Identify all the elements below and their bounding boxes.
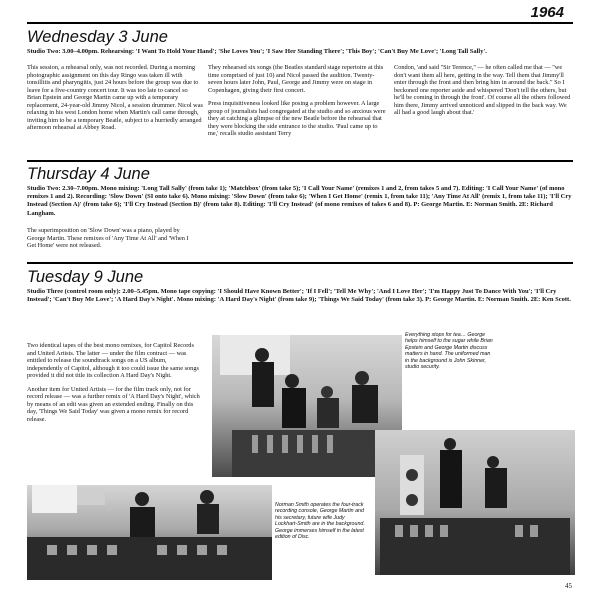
studio-photo-bottom-left-figures bbox=[27, 485, 272, 580]
article-column-2 bbox=[208, 64, 388, 144]
paragraph: This session, a rehearsal only, was not recorded. During a morning photographic assignment on this day Ringo was taken ill with tonsillitis and pharyngitis, just 24 hours before the group was due to leave for a five-country concert tour. It was too late to cancel so Brian Epstein and George Martin came up with a temporary replacement, 24-year-old Jimmy Nicol, a session drummer. Nicol was relaxing in his west London home when Martin's call came through, inviting him to be a temporary Beatle, subject to a hurriedly arranged afternoon rehearsal at Abbey Road. bbox=[27, 64, 203, 131]
page-number: 45 bbox=[565, 582, 572, 590]
paragraph: Another item for United Artists — for the film track only, not for record release — was a further remix of 'A Hard Day's Night', which by means of an edit was given an extended ending. Finally on this day, 'Things We Said Today' was given a mono remix for record release. bbox=[27, 385, 200, 423]
paragraph: Two identical tapes of the best mono remixes, for Capitol Records and United Artists. The latter — under the film contract — was entitled to release the soundtrack songs on a US album, independently of Capitol, although it too could issue the same songs provided it did not title its collection A Hard Day's Night. bbox=[27, 342, 199, 379]
article-column-3 bbox=[394, 64, 574, 123]
studio-summary-wednesday: Studio Two: 3.00–4.00pm. Rehearsing: 'I Want To Hold Your Hand'; 'She Loves You'; 'I Saw Her Standing There'; 'This Boy'; 'Can't Buy Me Love'; 'Long Tall Sally'. bbox=[27, 48, 487, 55]
paragraph: Condon, 'and said "Sir Terence," — he often called me that — "we don't want them all here, getting in the way. Tell them that Jimmy'll enter through the front and then bring him in around the back." So I beckoned one reporter aside and whispered 'Don't tell the others, but he'll be coming in through the front'. Of course all the others followed him there, Jimmy arrived unnoticed and slipped in the back way. We all had a good laugh about that.' bbox=[394, 64, 571, 116]
paragraph: The superimposition on 'Slow Down' was a piano, played by George Martin. These remixes of 'Any Time At All' and 'When I Get Home' were not released. bbox=[27, 227, 189, 249]
section-heading-thursday: Thursday 4 June bbox=[27, 165, 150, 183]
studio-summary-thursday: Studio Two: 2.30–7.00pm. Mono mixing: 'Long Tall Sally' (from take 1); 'Matchbox' (from take 5); 'I Call Your Name' (remixes 1 and 2, from takes 5 and 7). Editing: 'I Call Your Name' (of mono remixes 1 and 2). Recording: 'Slow Down' (SI onto take 6). Mono mixing: 'Slow Down' (from take 6); 'When I Get Home' (remix 1, from take 11); 'Any Time At All' (remix 1, from take 11); 'I'll Cry Instead (Section A)' (from take 6); 'I'll Cry Instead (Section B)' (from take 8). Editing: 'I'll Cry Instead' (of mono remixes of takes 6 and 8). P: George Martin. E: Norman Smith. 2E: Richard Langham. bbox=[27, 185, 572, 217]
section-heading-wednesday: Wednesday 3 June bbox=[27, 28, 168, 46]
article-body-thursday bbox=[27, 227, 192, 256]
article-column-1 bbox=[27, 64, 203, 138]
year-label: 1964 bbox=[530, 4, 564, 21]
header-rule bbox=[27, 22, 573, 24]
studio-summary-tuesday: Studio Three (control room only): 2.00–5.45pm. Mono tape copying: 'I Should Have Known Better'; 'If I Fell'; 'Tell Me Why'; 'And I Love Her'; 'I'm Happy Just To Dance With You'; 'I'll Cry Instead'; 'Can't Buy Me Love'; 'A Hard Day's Night'. Mono mixing: 'A Hard Day's Night' (from take 9); 'Things We Said Today' (from take 3). P: George Martin. E: Norman Smith. 2E: Ken Scott. bbox=[27, 288, 571, 304]
section-heading-tuesday: Tuesday 9 June bbox=[27, 268, 144, 286]
paragraph: They rehearsed six songs (the Beatles standard stage repertoire at this time comprised of just 10) and Nicol passed the audition. Twenty-seven hours later John, Paul, George and Jimmy were on stage in Copenhagen, giving their first concert. bbox=[208, 64, 384, 94]
studio-photo-tea-figures bbox=[212, 335, 402, 477]
studio-photo-console bbox=[375, 430, 575, 575]
paragraph: Press inquisitiveness looked like posing a problem however. A large group of journalists had congregated at the studio and so anxious were they at catching a glimpse of the new Beatle before the rehearsal that they were blocking the side entrance to the studio. 'Paul came up to me,' recalls studio assistant Terry bbox=[208, 100, 386, 137]
article-body-tuesday bbox=[27, 342, 202, 429]
studio-photo-console-figures bbox=[375, 430, 575, 575]
studio-photo-bottom-left bbox=[27, 485, 272, 580]
section-rule bbox=[27, 262, 573, 264]
photo-caption-tea: Everything stops for tea… George helps himself to the sugar while Brian Epstein and George Martin discuss matters in hand. The uniformed man in the background is John Skinner, studio security. bbox=[405, 332, 493, 371]
photo-caption-console: Norman Smith operates the four-track recording console, George Martin and his secretary, future wife Judy Lockhart-Smith are in the background. George immerses himself in the latest edition of Disc. bbox=[275, 502, 365, 541]
studio-photo-tea bbox=[212, 335, 402, 477]
section-rule bbox=[27, 160, 573, 162]
